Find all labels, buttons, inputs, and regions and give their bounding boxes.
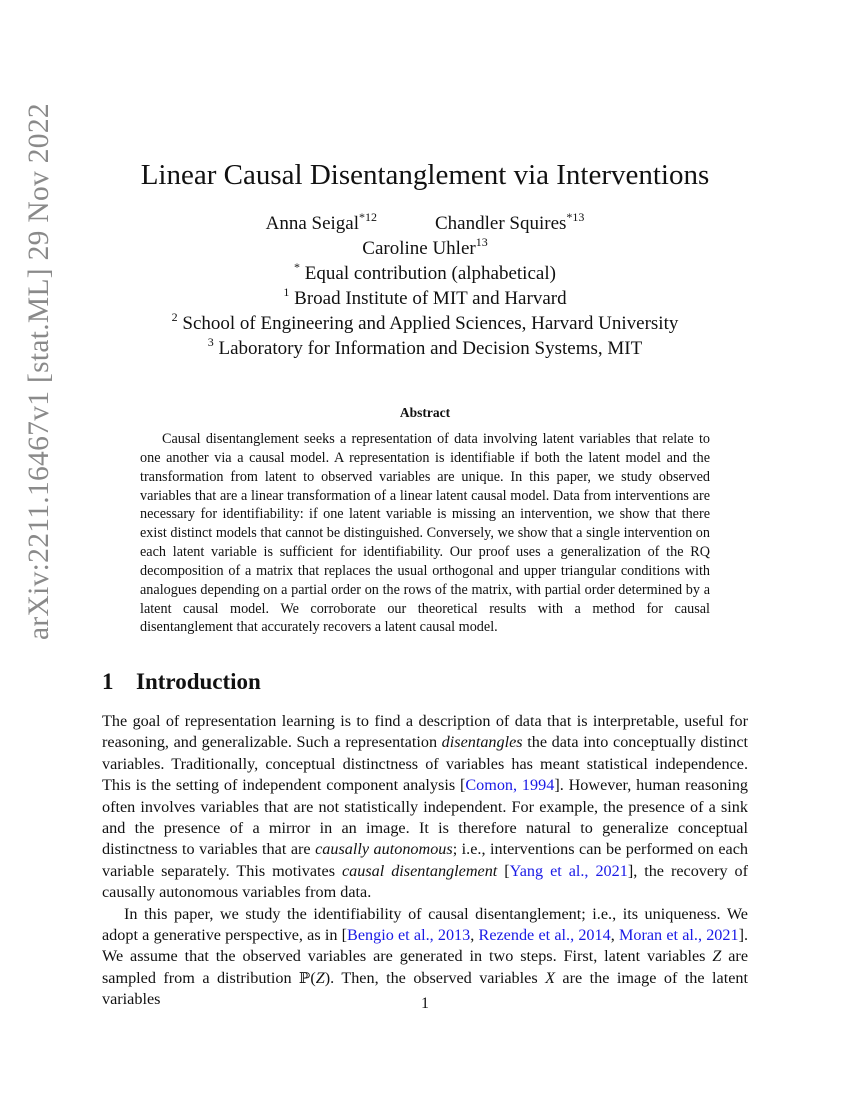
author-row bbox=[0, 211, 850, 236]
affiliation-text: School of Engineering and Applied Sciences, Harvard University bbox=[182, 313, 679, 334]
citation-link[interactable]: Yang et al., 2021 bbox=[509, 861, 628, 880]
citation-link[interactable]: Rezende et al., 2014 bbox=[478, 926, 611, 945]
affiliation-text: Laboratory for Information and Decision Systems, MIT bbox=[218, 338, 643, 359]
affiliation-mark: * bbox=[294, 260, 301, 274]
math-variable: Z bbox=[315, 968, 325, 987]
section-heading-introduction bbox=[102, 665, 261, 699]
affiliation-text: Equal contribution (alphabetical) bbox=[304, 263, 556, 284]
math-variable: Z bbox=[712, 947, 722, 966]
section-number: 1 bbox=[102, 669, 114, 694]
author-affiliation-marks: *12 bbox=[359, 210, 377, 224]
citation-link[interactable]: Moran et al., 2021 bbox=[618, 926, 739, 945]
affiliation-line bbox=[0, 336, 850, 361]
probability-symbol: ℙ bbox=[299, 968, 311, 987]
author-row bbox=[0, 236, 850, 261]
citation-link[interactable]: Bengio et al., 2013 bbox=[347, 926, 471, 945]
emphasis: causal disentanglement bbox=[341, 861, 498, 880]
emphasis: causally autonomous bbox=[315, 840, 453, 859]
math-variable: X bbox=[545, 968, 555, 987]
author-name: Chandler Squires bbox=[435, 213, 567, 234]
author-block bbox=[0, 211, 850, 361]
section-title: Introduction bbox=[136, 669, 261, 694]
author-affiliation-marks: *13 bbox=[566, 210, 585, 224]
affiliation-line bbox=[0, 286, 850, 311]
affiliation-line bbox=[0, 311, 850, 336]
abstract-heading: Abstract bbox=[399, 405, 451, 420]
abstract-body: Causal disentanglement seeks a representation of data involving latent variables that relate to one another via a causal model. A representation is identifiable if both the latent model and the transformation from latent to observed variables are unique. In this paper, we study observed variables that are a linear transformation of a linear latent causal model. Data from interventions are necessary for identifiability: if one latent variable is missing an intervention, we show that there exist distinct models that cannot be distinguished. Conversely, we show that a single intervention on each latent variable is sufficient for identifiability. Our proof uses a generalization of the RQ decomposition of a matrix that replaces the usual orthogonal and upper triangular conditions with analogues depending on a partial order on the rows of the matrix, with partial order determined by a latent causal model. We corroborate our theoretical results with a method for causal disentanglement that accurately recovers a latent causal model. bbox=[140, 431, 710, 636]
paragraph: The goal of representation learning is to find a description of data that is interpretable, useful for reasoning, and generalizable. Such a representation disentangles the data into conceptually distinct variables. Traditionally, conceptual distinctness of variables has meant statistical independence. This is the setting of independent component analysis [Comon, 1994]. However, human reasoning often involves variables that are not statistically independent. For example, the presence of a sink and the presence of a mirror in an image. It is therefore natural to generalize conceptual distinctness to variables that are causally autonomous; i.e., interventions can be performed on each variable separately. This motivates causal disentanglement [Yang et al., 2021], the recovery of causally autonomous variables from data. bbox=[102, 712, 749, 902]
citation-link[interactable]: Comon, 1994 bbox=[465, 776, 555, 795]
arxiv-identifier: arXiv:2211.16467v1 [stat.ML] 29 Nov 2022 bbox=[23, 103, 55, 640]
author-name: Anna Seigal bbox=[265, 213, 359, 234]
affiliation-line bbox=[0, 261, 850, 286]
author-affiliation-marks: 13 bbox=[475, 235, 488, 249]
affiliation-mark: 3 bbox=[207, 335, 214, 349]
affiliation-text: Broad Institute of MIT and Harvard bbox=[294, 288, 567, 309]
page-number: 1 bbox=[421, 995, 429, 1012]
paper-title: Linear Causal Disentanglement via Interventions bbox=[140, 159, 710, 191]
introduction-body bbox=[102, 711, 748, 1011]
author-name: Caroline Uhler bbox=[362, 238, 476, 259]
paragraph: In this paper, we study the identifiability of causal disentanglement; i.e., its uniqueness. We adopt a generative perspective, as in [Bengio et al., 2013, Rezende et al., 2014, Moran et al., 2021]. We assume that the observed variables are generated in two steps. First, latent variables Z are sampled from a distribution ℙ(Z). Then, the observed variables X are the image of the latent variables bbox=[102, 904, 749, 1009]
emphasis: disentangles bbox=[441, 733, 523, 752]
affiliation-mark: 2 bbox=[171, 310, 178, 324]
affiliation-mark: 1 bbox=[283, 285, 290, 299]
